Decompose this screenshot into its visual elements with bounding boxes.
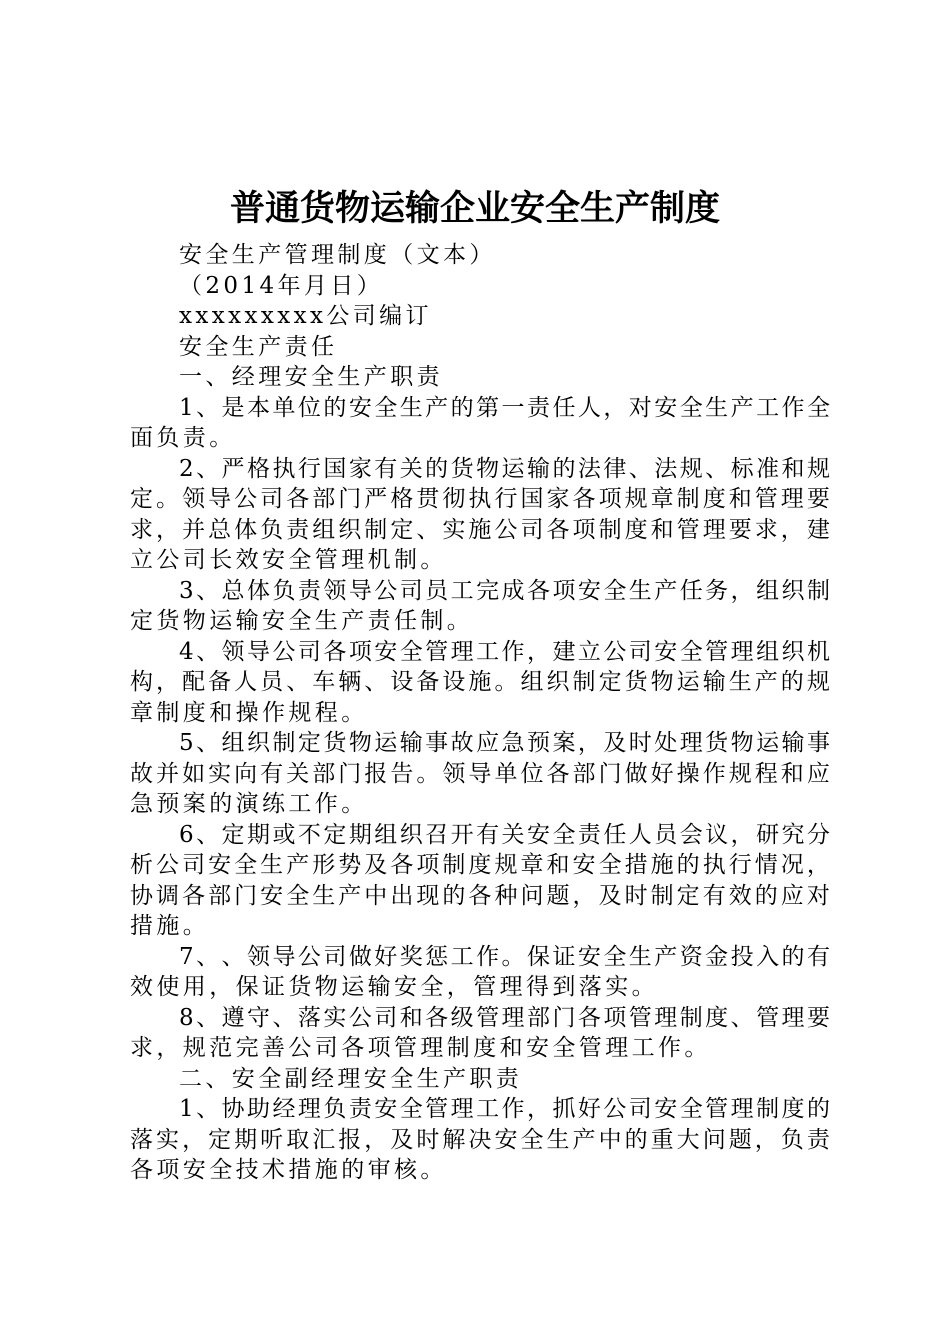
text-line: （2014年月日） <box>179 272 384 299</box>
text-line: 4 、 领 导 公 司 各 项 安 全 管 理 工 作 ， 建 立 公 司 安 全 管 理 组 织 机 <box>179 638 830 665</box>
text-line: 1 、 协 助 经 理 负 责 安 全 管 理 工 作 ， 抓 好 公 司 安 全 管 理 制 度 的 <box>179 1096 830 1122</box>
text-line: 构 ， 配 备 人 员 、 车 辆 、 设 备 设 施 。 组 织 制 定 货 物 运 输 生 产 的 规 <box>130 669 830 695</box>
text-line: 落 实 ， 定 期 听 取 汇 报 ， 及 时 解 决 安 全 生 产 中 的 重 大 问 题 ， 负 责 <box>130 1126 830 1153</box>
text-line: 急预案的演练工作。 <box>130 791 368 817</box>
text-line: 定货物运输安全生产责任制。 <box>130 608 474 634</box>
text-line: 2 、 严 格 执 行 国 家 有 关 的 货 物 运 输 的 法 律 、 法 规 、 标 准 和 规 <box>179 455 830 482</box>
text-line: 3 、 总 体 负 责 领 导 公 司 员 工 完 成 各 项 安 全 生 产 任 务 ， 组 织 制 <box>179 577 830 604</box>
text-line: 安全生产管理制度（文本） <box>179 242 496 268</box>
text-line: 8 、 遵 守 、 落 实 公 司 和 各 级 管 理 部 门 各 项 管 理 制 度 、 管 理 要 <box>179 1004 830 1031</box>
text-line: 一、经理安全生产职责 <box>179 364 443 390</box>
text-line: 6 、 定 期 或 不 定 期 组 织 召 开 有 关 安 全 责 任 人 员 会 议 ， 研 究 分 <box>179 821 830 848</box>
text-line: 5 、 组 织 制 定 货 物 运 输 事 故 应 急 预 案 ， 及 时 处 理 货 物 运 输 事 <box>179 730 830 756</box>
text-line: 面负责。 <box>130 425 236 451</box>
text-line: 7 、 、 领 导 公 司 做 好 奖 惩 工 作 。 保 证 安 全 生 产 资 金 投 入 的 有 <box>179 943 830 970</box>
text-line: 安全生产责任 <box>179 333 338 360</box>
text-line: 立公司长效安全管理机制。 <box>130 547 447 573</box>
text-line: 措施。 <box>130 913 210 939</box>
text-line: 效使用，保证货物运输安全，管理得到落实。 <box>130 974 658 1000</box>
text-line: 析 公 司 安 全 生 产 形 势 及 各 项 制 度 规 章 和 安 全 措 施 的 执 行 情 况 ， <box>130 852 830 878</box>
text-line: xxxxxxxxx公司编订 <box>179 303 432 329</box>
text-line: 定 。 领 导 公 司 各 部 门 严 格 贯 彻 执 行 国 家 各 项 规 章 制 度 和 管 理 要 <box>130 486 830 512</box>
text-line: 1 、 是 本 单 位 的 安 全 生 产 的 第 一 责 任 人 ， 对 安 全 生 产 工 作 全 <box>179 394 830 421</box>
text-line: 求 ， 并 总 体 负 责 组 织 制 定 、 实 施 公 司 各 项 制 度 和 管 理 要 求 ， 建 <box>130 516 830 543</box>
text-line: 章制度和操作规程。 <box>130 699 368 726</box>
document-title: 普通货物运输企业安全生产制度 <box>229 188 720 229</box>
text-line: 协 调 各 部 门 安 全 生 产 中 出 现 的 各 种 问 题 ， 及 时 制 定 有 效 的 应 对 <box>130 882 830 909</box>
text-line: 二、安全副经理安全生产职责 <box>179 1065 523 1092</box>
text-line: 求，规范完善公司各项管理制度和安全管理工作。 <box>130 1035 711 1061</box>
text-line: 故 并 如 实 向 有 关 部 门 报 告 。 领 导 单 位 各 部 门 做 好 操 作 规 程 和 应 <box>130 760 830 787</box>
text-line: 各项安全技术措施的审核。 <box>130 1157 447 1183</box>
document-body <box>130 240 830 1186</box>
